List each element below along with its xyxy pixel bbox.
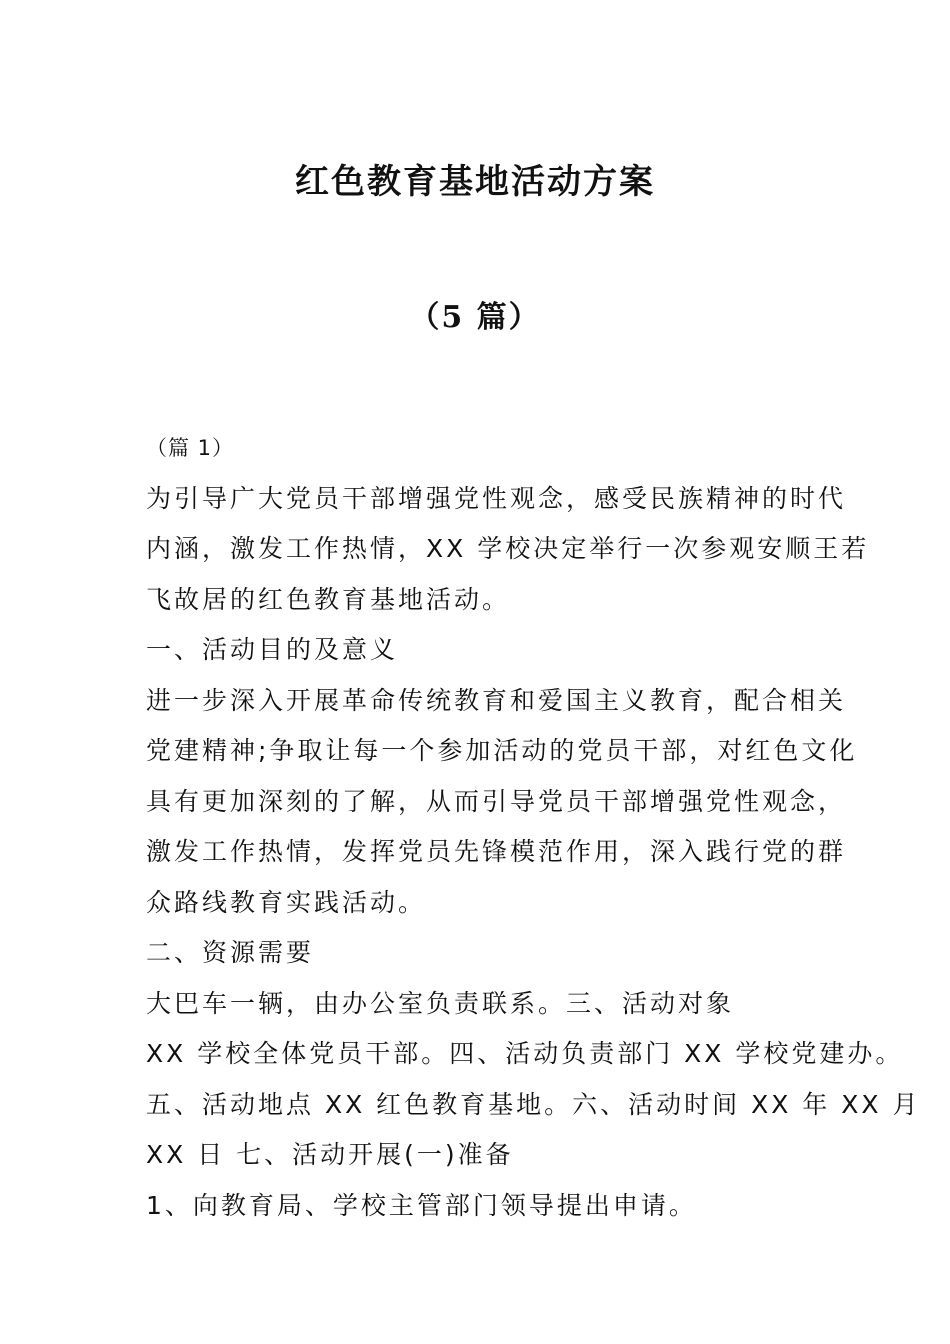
document-title: 红色教育基地活动方案 <box>295 162 655 202</box>
paragraph-line: 进一步深入开展革命传统教育和爱国主义教育，配合相关 <box>146 685 847 715</box>
paragraph-line: 众路线教育实践活动。 <box>146 887 427 917</box>
document-body <box>146 430 921 1238</box>
paragraph-line: 具有更加深刻的了解，从而引导党员干部增强党性观念， <box>146 786 847 816</box>
paragraph-line: 党建精神;争取让每一个参加活动的党员干部，对红色文化 <box>146 736 858 765</box>
paragraph-line: 飞故居的红色教育基地活动。 <box>146 584 511 614</box>
paragraph-line: 1、向教育局、学校主管部门领导提出申请。 <box>146 1190 697 1220</box>
paragraph-line: XX 学校全体党员干部。四、活动负责部门 XX 学校党建办。 <box>146 1039 904 1068</box>
section-label: （篇 1） <box>146 436 235 460</box>
paragraph-line: XX 日 七、活动开展(一)准备 <box>146 1140 514 1169</box>
section-heading: 二、资源需要 <box>146 938 315 967</box>
document-subtitle: （5 篇） <box>409 300 541 335</box>
paragraph-line: 大巴车一辆，由办公室负责联系。三、活动对象 <box>146 988 735 1018</box>
section-heading: 一、活动目的及意义 <box>146 635 399 664</box>
paragraph-line: 为引导广大党员干部增强党性观念，感受民族精神的时代 <box>146 483 847 513</box>
paragraph-line: 激发工作热情，发挥党员先锋模范作用，深入践行党的群 <box>146 837 847 866</box>
paragraph-line: 内涵，激发工作热情，XX 学校决定举行一次参观安顺王若 <box>146 534 870 563</box>
paragraph-line: 五、活动地点 XX 红色教育基地。六、活动时间 XX 年 XX 月 <box>146 1089 921 1119</box>
